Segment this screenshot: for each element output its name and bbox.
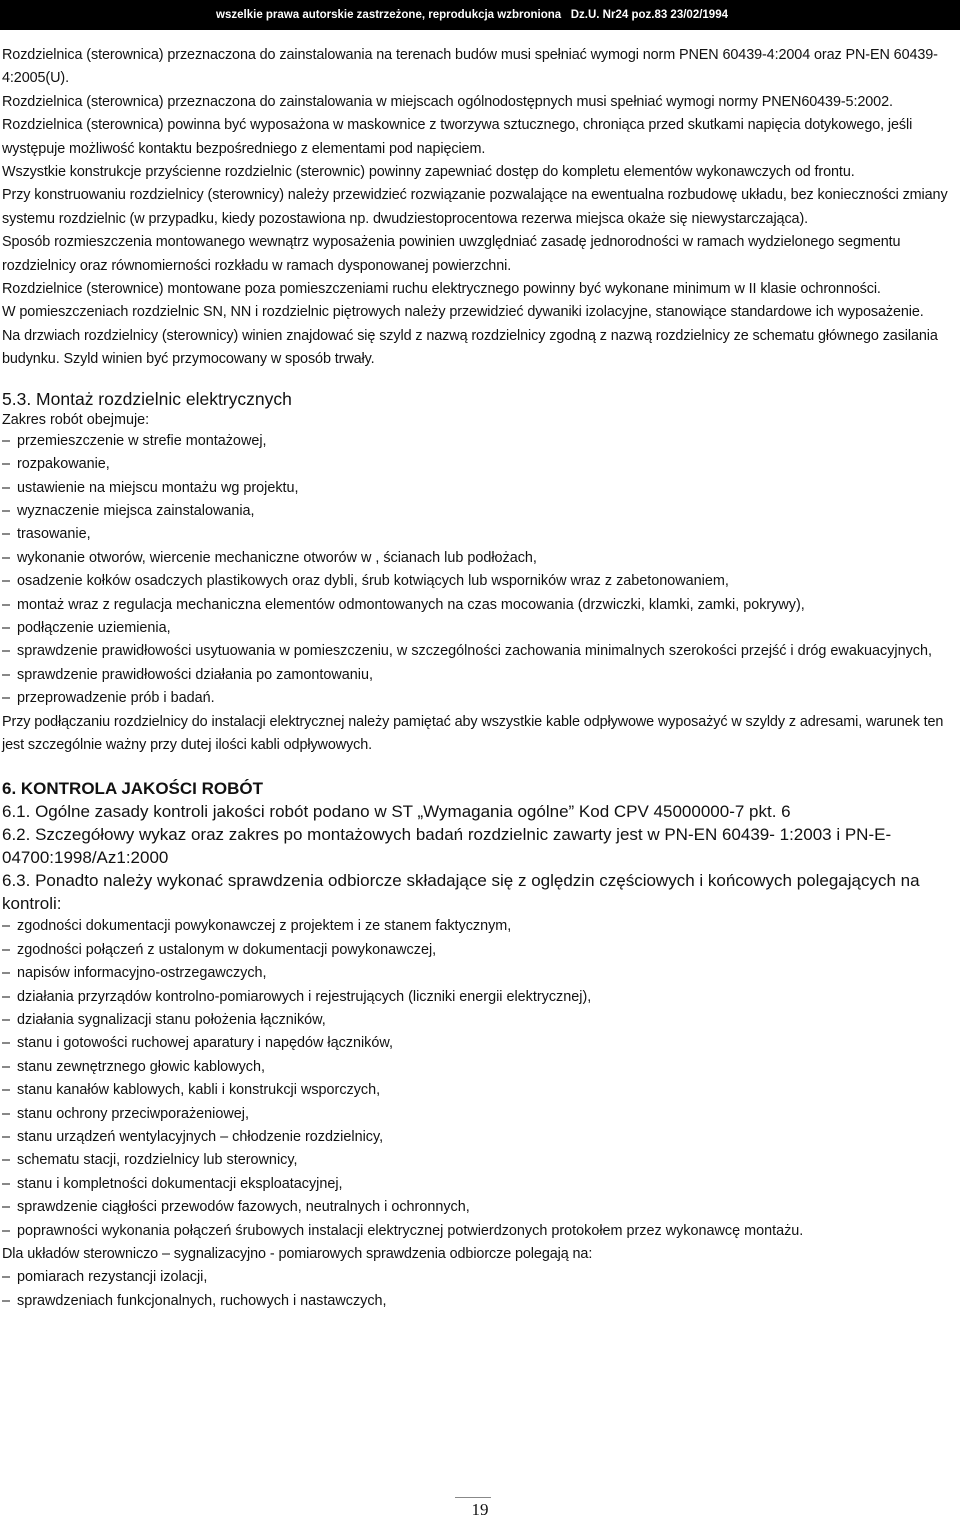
list-item: – wyznaczenie miejsca zainstalowania, [2,502,255,519]
footer-divider [455,1497,491,1498]
paragraph: Sposób rozmieszczenia montowanego wewnątrz wyposażenia powinien uwzględniać zasadę jednorodności w ramach wydzielonego segmentu rozdzielnicy oraz równomierności rozkładu w ramach dysponowanej powierzchni. [2,234,901,274]
section-5-3-closing: Przy podłączaniu rozdzielnicy do instalacji elektrycznej należy pamiętać aby wszystkie kable odpływowe wyposażyć w szyldy z adresami, warunek ten jest szczególnie ważny przy dutej ilości kabli odpływowych. [2,713,944,753]
list-item: – trasowanie, [2,526,91,543]
list-item: – poprawności wykonania połączeń śrubowych instalacji elektrycznej potwierdzonych protokołem przez wykonawcę montażu. [2,1222,804,1239]
page-number: 19 [471,1500,489,1519]
list-item: – sprawdzeniach funkcjonalnych, ruchowych i nastawczych, [2,1292,387,1309]
section-6-heading: 6. KONTROLA JAKOŚCI ROBÓT [2,779,263,799]
document-body [2,44,952,1313]
list-item: – stanu kanałów kablowych, kabli i konstrukcji wsporczych, [2,1082,381,1099]
section-5-3-intro: Zakres robót obejmuje: [2,411,150,428]
section-6-list-2 [2,1266,952,1313]
top-paragraphs [2,44,952,372]
list-item: – przeprowadzenie prób i badań. [2,690,215,707]
copyright-header [0,0,960,30]
list-item: – schematu stacji, rozdzielnicy lub sterownicy, [2,1152,298,1169]
section-6-3: 6.3. Ponadto należy wykonać sprawdzenia odbiorcze składające się z oględzin częściowych i końcowych polegających na kontroli: [2,871,920,914]
copyright-text: wszelkie prawa autorskie zastrzeżone, reprodukcja wzbroniona Dz.U. Nr24 poz.83 23/02/1994 [216,9,728,21]
paragraph: Przy konstruowaniu rozdzielnicy (sterownicy) należy przewidzieć rozwiązanie pozwalające na ewentualna rozbudowę układu, bez konieczności zmiany systemu rozdzielnic (w przypadku, kiedy pozostawiona np. dwudziestoprocentowa rezerwa miejsca okaże się niewystarczająca). [2,187,948,227]
list-item: – stanu urządzeń wentylacyjnych – chłodzenie rozdzielnicy, [2,1129,384,1146]
paragraph: Wszystkie konstrukcje przyścienne rozdzielnic (sterownic) powinny zapewniać dostęp do kompletu elementów wykonawczych od frontu. [2,164,855,181]
list-item: – zgodności dokumentacji powykonawczej z projektem i ze stanem faktycznym, [2,918,512,935]
list-item: – montaż wraz z regulacja mechaniczna elementów odmontowanych na czas mocowania (drzwiczki, klamki, zamki, pokrywy), [2,596,805,613]
list-item: – pomiarach rezystancji izolacji, [2,1269,208,1286]
list-item: – osadzenie kołków osadczych plastikowych oraz dybli, śrub kotwiących lub wsporników wraz z zabetonowaniem, [2,573,729,590]
list-item: – działania sygnalizacji stanu położenia łączników, [2,1012,326,1028]
paragraph: Rozdzielnica (sterownica) powinna być wyposażona w maskownice z tworzywa sztucznego, chroniąca przed skutkami napięcia dotykowego, jeśli występuje możliwość kontaktu bezpośredniego z elementami pod napięciem. [2,117,913,157]
list-item: – stanu i gotowości ruchowej aparatury i napędów łączników, [2,1035,393,1052]
list-item: – ustawienie na miejscu montażu wg projektu, [2,479,299,496]
list-item: – sprawdzenie prawidłowości działania po zamontowaniu, [2,666,373,683]
list-item: – stanu ochrony przeciwporażeniowej, [2,1105,249,1122]
paragraph: W pomieszczeniach rozdzielnic SN, NN i rozdzielnic piętrowych należy przewidzieć dywaniki izolacyjne, stanowiące standardowe ich wyposażenie. [2,304,924,321]
list-item: – sprawdzenie prawidłowości usytuowania w pomieszczeniu, w szczególności zachowania minimalnych szerokości przejść i dróg ewakuacyjnych, [2,643,933,660]
list-item: – stanu zewnętrznego głowic kablowych, [2,1058,265,1075]
list-item: – sprawdzenie ciągłości przewodów fazowych, neutralnych i ochronnych, [2,1199,470,1216]
list-item: – działania przyrządów kontrolno-pomiarowych i rejestrujących (liczniki energii elektrycznej), [2,988,592,1005]
section-6-1: 6.1. Ogólne zasady kontroli jakości robót podano w ST „Wymagania ogólne” Kod CPV 45000000-7 pkt. 6 [2,802,791,822]
paragraph: Rozdzielnice (sterownice) montowane poza pomieszczeniami ruchu elektrycznego powinny być wykonane minimum w II klasie ochronności. [2,281,881,298]
list-item: – napisów informacyjno-ostrzegawczych, [2,965,267,982]
list-item: – przemieszczenie w strefie montażowej, [2,432,267,449]
list-item: – wykonanie otworów, wiercenie mechaniczne otworów w , ścianach lub podłożach, [2,549,537,566]
paragraph: Rozdzielnica (sterownica) przeznaczona do zainstalowania w miejscach ogólnodostępnych musi spełniać wymogi normy PNEN60439-5:2002. [2,93,893,110]
list-item: – zgodności połączeń z ustalonym w dokumentacji powykonawczej, [2,941,437,958]
section-6-list [2,915,952,1243]
paragraph: Na drzwiach rozdzielnicy (sterownicy) winien znajdować się szyld z nazwą rozdzielnicy zgodną z nazwą rozdzielnicy ze schematu głównego zasilania budynku. Szyld winien być przymocowany w sposób trwały. [2,327,938,368]
paragraph: Rozdzielnica (sterownica) przeznaczona do zainstalowania na terenach budów musi spełniać wymogi norm PNEN 60439-4:2004 oraz PN-EN 60439-4:2005(U). [2,47,938,87]
list-item: – stanu i kompletności dokumentacji eksploatacyjnej, [2,1175,343,1192]
list-item: – podłączenie uziemienia, [2,619,171,636]
section-5-3-list [2,430,952,711]
list-item: – rozpakowanie, [2,456,110,473]
section-5-3-heading: 5.3. Montaż rozdzielnic elektrycznych [2,388,292,409]
section-6-after: Dla układów sterowniczo – sygnalizacyjno - pomiarowych sprawdzenia odbiorcze polegają na: [2,1246,593,1263]
section-6-2: 6.2. Szczegółowy wykaz oraz zakres po montażowych badań rozdzielnic zawarty jest w PN-EN 60439- 1:2003 i PN-E-04700:1998/Az1:2000 [2,825,892,868]
